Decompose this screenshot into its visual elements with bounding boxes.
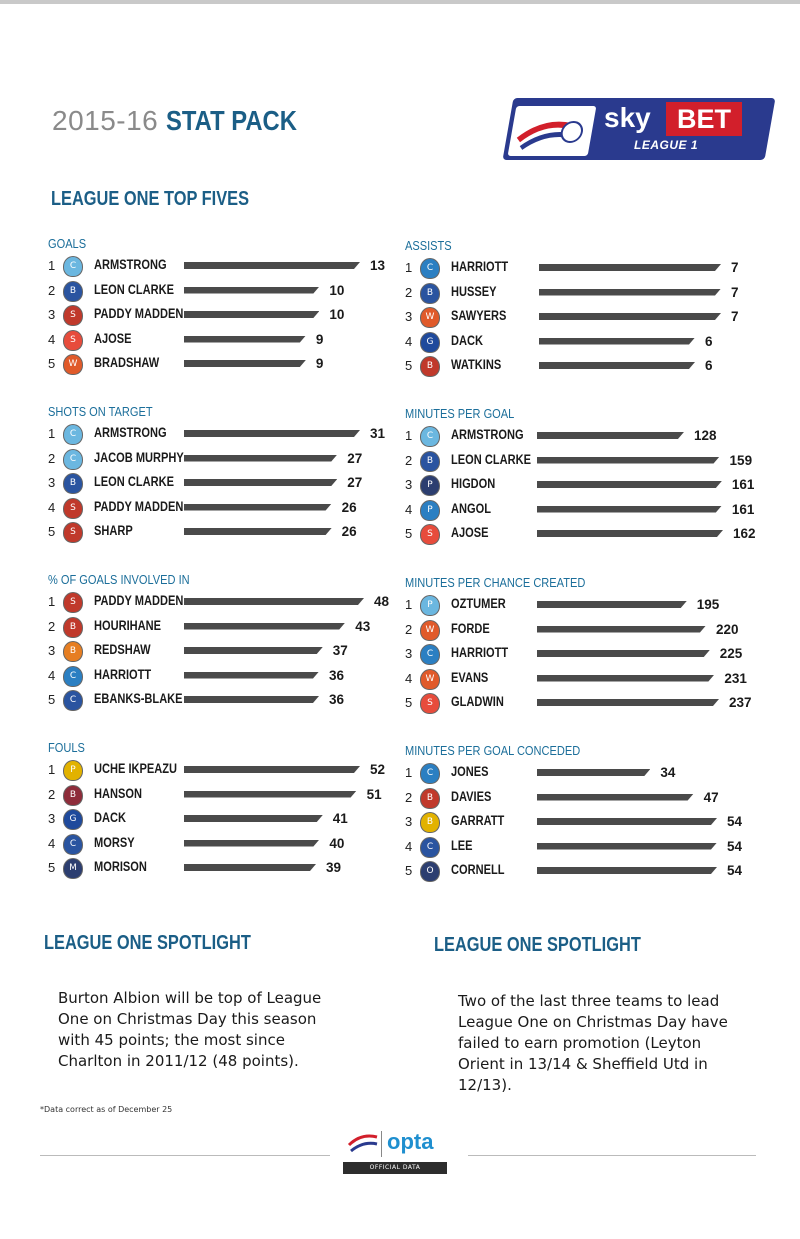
stat-value: 195 — [696, 597, 720, 612]
rank-number: 5 — [405, 358, 413, 373]
logo-league-text: LEAGUE 1 — [634, 138, 699, 152]
stat-row — [48, 834, 408, 854]
rank-number: 2 — [48, 450, 56, 466]
rank-number: 1 — [48, 258, 56, 273]
rank-number: 3 — [405, 814, 413, 829]
rank-number: 3 — [48, 307, 56, 322]
club-crest-icon: P — [63, 760, 83, 781]
rank-number: 1 — [405, 260, 413, 275]
stat-value: 47 — [703, 789, 719, 805]
rank-number: 3 — [48, 643, 56, 658]
stat-row — [48, 617, 408, 637]
stat-value: 231 — [724, 670, 747, 686]
stat-row — [405, 788, 765, 808]
panel-title: SHOTS ON TARGET — [48, 404, 153, 419]
player-name: ARMSTRONG — [94, 257, 167, 272]
stat-value: 159 — [729, 452, 753, 468]
stat-bar — [184, 528, 332, 535]
stat-value: 40 — [329, 835, 345, 851]
player-name: EBANKS-BLAKE — [94, 691, 183, 706]
stat-bar — [184, 287, 319, 294]
official-data-label: OFFICIAL DATA — [343, 1162, 447, 1174]
club-crest-icon: S — [63, 592, 83, 613]
club-crest-icon: S — [420, 693, 440, 714]
stat-bar — [537, 867, 717, 874]
stat-row — [48, 256, 408, 276]
stat-row — [405, 475, 765, 495]
stat-value: 39 — [326, 860, 342, 875]
stat-row — [405, 669, 765, 689]
player-name: HARRIOTT — [94, 666, 152, 682]
player-name: ANGOL — [451, 500, 491, 516]
stat-value: 48 — [374, 594, 390, 609]
club-crest-icon: M — [63, 858, 83, 879]
club-crest-icon: B — [420, 812, 440, 833]
stat-bar — [539, 362, 695, 369]
stat-row — [405, 837, 765, 857]
spotlight-right-line: League One on Christmas Day have — [458, 1013, 728, 1031]
stat-bar — [184, 791, 357, 798]
stat-value: 34 — [660, 765, 676, 780]
rank-number: 2 — [405, 621, 413, 637]
stat-bar — [184, 430, 360, 437]
stat-row — [405, 283, 765, 303]
rank-number: 5 — [48, 692, 56, 707]
opta-logo — [343, 1125, 447, 1175]
spotlight-left-line: Burton Albion will be top of League — [58, 989, 322, 1007]
club-crest-icon: C — [63, 690, 83, 711]
stat-row — [48, 785, 408, 805]
rank-number: 5 — [48, 524, 56, 539]
player-name: DACK — [451, 332, 483, 348]
stat-row — [48, 858, 408, 878]
club-crest-icon: C — [420, 763, 440, 784]
stat-bar — [537, 626, 706, 633]
player-name: AJOSE — [451, 525, 489, 540]
club-crest-icon: B — [420, 451, 440, 472]
footer-rule-right — [468, 1155, 756, 1156]
club-crest-icon: P — [420, 595, 440, 616]
stat-bar — [184, 864, 316, 871]
stat-value: 128 — [693, 428, 717, 443]
panel-title: ASSISTS — [405, 238, 452, 253]
stat-value: 26 — [341, 524, 357, 539]
spotlight-left-line: with 45 points; the most since — [58, 1031, 285, 1049]
club-crest-icon: G — [420, 332, 440, 353]
stat-value: 51 — [366, 786, 382, 802]
player-name: HIGDON — [451, 476, 496, 491]
stat-row — [405, 258, 765, 278]
fouls-panel — [48, 740, 408, 890]
football-league-icon — [347, 1127, 379, 1157]
stat-bar — [184, 766, 360, 773]
club-crest-icon: B — [63, 785, 83, 806]
stat-bar — [184, 455, 337, 462]
player-name: HANSON — [94, 785, 142, 801]
player-name: JACOB MURPHY — [94, 449, 184, 465]
sky-bet-league-1-logo — [508, 90, 770, 164]
stat-bar — [537, 818, 717, 825]
panel-title: MINUTES PER GOAL CONCEDED — [405, 743, 581, 758]
stat-value: 225 — [719, 646, 743, 661]
stat-row — [48, 473, 408, 493]
club-crest-icon: C — [63, 449, 83, 470]
club-crest-icon: C — [63, 424, 83, 445]
stat-row — [48, 690, 408, 710]
stat-row — [405, 426, 765, 446]
club-crest-icon: C — [420, 258, 440, 279]
club-crest-icon: B — [63, 281, 83, 302]
club-crest-icon: W — [63, 354, 83, 375]
club-crest-icon: C — [420, 837, 440, 858]
shots-on-target-panel — [48, 404, 408, 554]
rank-number: 5 — [48, 356, 56, 371]
player-name: UCHE IKPEAZU — [94, 761, 178, 776]
stat-bar — [537, 457, 720, 464]
logo-white-panel — [508, 106, 597, 156]
stat-value: 7 — [731, 309, 739, 324]
stat-row — [48, 498, 408, 518]
stat-value: 27 — [347, 475, 363, 490]
football-swoosh-icon — [508, 106, 597, 156]
player-name: EVANS — [451, 669, 489, 685]
stat-value: 31 — [370, 426, 386, 441]
rank-number: 1 — [48, 426, 56, 441]
panel-title: FOULS — [48, 740, 85, 755]
stat-value: 52 — [370, 762, 386, 777]
club-crest-icon: P — [420, 500, 440, 521]
rank-number: 4 — [405, 333, 413, 349]
player-name: OZTUMER — [451, 596, 506, 611]
club-crest-icon: S — [63, 330, 83, 351]
club-crest-icon: C — [63, 834, 83, 855]
rank-number: 5 — [48, 860, 56, 875]
player-name: SHARP — [94, 523, 133, 538]
minutes-per-chance-panel — [405, 575, 765, 725]
club-crest-icon: C — [420, 644, 440, 665]
rank-number: 5 — [405, 526, 413, 541]
club-crest-icon: C — [63, 666, 83, 687]
stat-value: 54 — [727, 838, 743, 854]
logo-sky-text: sky — [604, 102, 651, 133]
panel-title: % OF GOALS INVOLVED IN — [48, 572, 190, 587]
data-footnote: *Data correct as of December 25 — [40, 1105, 173, 1114]
stat-row — [48, 592, 408, 612]
player-name: HARRIOTT — [451, 645, 509, 660]
stat-bar — [537, 675, 714, 682]
club-crest-icon: C — [420, 426, 440, 447]
rank-number: 3 — [405, 477, 413, 492]
player-name: JONES — [451, 764, 489, 779]
club-crest-icon: P — [420, 475, 440, 496]
player-name: HARRIOTT — [451, 259, 509, 274]
top-fives-heading: LEAGUE ONE TOP FIVES — [51, 188, 250, 210]
spotlight-right-line: 12/13). — [458, 1076, 512, 1094]
stat-bar — [537, 530, 723, 537]
stat-value: 6 — [705, 358, 713, 373]
stat-row — [405, 861, 765, 881]
player-name: LEE — [451, 837, 473, 853]
rank-number: 4 — [405, 670, 413, 686]
spotlight-right-line: failed to earn promotion (Leyton — [458, 1034, 702, 1052]
stat-value: 161 — [731, 501, 755, 517]
club-crest-icon: O — [420, 861, 440, 882]
stat-value: 7 — [731, 284, 739, 300]
stat-bar — [184, 360, 306, 367]
stat-bar — [184, 336, 306, 343]
club-crest-icon: B — [63, 473, 83, 494]
stat-bar — [184, 672, 319, 679]
stat-bar — [537, 432, 684, 439]
player-name: MORISON — [94, 859, 147, 874]
stat-row — [405, 307, 765, 327]
stat-value: 162 — [733, 526, 756, 541]
spotlight-left-line: Charlton in 2011/12 (48 points). — [58, 1052, 299, 1070]
stat-bar — [539, 313, 721, 320]
stat-bar — [537, 843, 717, 850]
rank-number: 5 — [405, 863, 413, 878]
stat-row — [48, 760, 408, 780]
stat-row — [405, 500, 765, 520]
rank-number: 4 — [405, 838, 413, 854]
stat-row — [405, 356, 765, 376]
player-name: PADDY MADDEN — [94, 498, 184, 514]
stat-value: 9 — [315, 331, 324, 347]
rank-number: 1 — [48, 762, 56, 777]
player-name: LEON CLARKE — [451, 451, 531, 467]
stat-bar — [184, 598, 364, 605]
stat-bar — [184, 840, 319, 847]
player-name: FORDE — [451, 620, 490, 636]
stat-bar — [184, 262, 360, 269]
player-name: AJOSE — [94, 330, 132, 346]
opta-divider — [381, 1131, 382, 1157]
club-crest-icon: G — [63, 809, 83, 830]
stat-bar — [184, 696, 319, 703]
page-edge — [0, 0, 800, 4]
player-name: PADDY MADDEN — [94, 593, 184, 608]
stat-row — [405, 595, 765, 615]
stat-bar — [537, 481, 722, 488]
stat-row — [405, 451, 765, 471]
stat-value: 10 — [329, 282, 345, 298]
minutes-per-goal-conceded-panel — [405, 743, 765, 893]
rank-number: 4 — [48, 835, 56, 851]
stat-value: 36 — [329, 667, 345, 683]
stat-bar — [539, 338, 695, 345]
stat-value: 36 — [329, 692, 345, 707]
rank-number: 3 — [48, 475, 56, 490]
stat-bar — [184, 504, 332, 511]
stat-row — [48, 281, 408, 301]
club-crest-icon: S — [63, 498, 83, 519]
season-label: 2015-16 — [52, 105, 159, 136]
rank-number: 1 — [405, 597, 413, 612]
stat-row — [48, 449, 408, 469]
club-crest-icon: B — [420, 788, 440, 809]
rank-number: 1 — [405, 765, 413, 780]
rank-number: 1 — [48, 594, 56, 609]
player-name: BRADSHAW — [94, 355, 160, 370]
stat-bar — [184, 311, 319, 318]
stat-bar — [537, 769, 650, 776]
stat-row — [405, 693, 765, 713]
stat-row — [48, 666, 408, 686]
rank-number: 2 — [48, 282, 56, 298]
stat-row — [48, 809, 408, 829]
spotlight-left-body — [58, 988, 321, 1072]
stat-bar — [184, 815, 323, 822]
goals-panel — [48, 236, 408, 386]
player-name: LEON CLARKE — [94, 281, 174, 297]
panel-title: MINUTES PER GOAL — [405, 406, 515, 421]
player-name: HOURIHANE — [94, 617, 162, 633]
player-name: ARMSTRONG — [451, 427, 524, 442]
rank-number: 3 — [405, 646, 413, 661]
stat-value: 37 — [332, 643, 348, 658]
assists-panel — [405, 238, 765, 388]
player-name: DACK — [94, 810, 126, 825]
stat-bar — [184, 479, 337, 486]
spotlight-right-line: Orient in 13/14 & Sheffield Utd in — [458, 1055, 708, 1073]
stat-value: 7 — [731, 260, 739, 275]
club-crest-icon: B — [420, 356, 440, 377]
player-name: MORSY — [94, 834, 135, 850]
footer-rule-left — [40, 1155, 330, 1156]
spotlight-right-title: LEAGUE ONE SPOTLIGHT — [434, 934, 641, 956]
stat-bar — [537, 650, 710, 657]
player-name: REDSHAW — [94, 642, 151, 657]
player-name: HUSSEY — [451, 283, 497, 299]
stat-row — [48, 641, 408, 661]
rank-number: 2 — [405, 789, 413, 805]
rank-number: 2 — [405, 452, 413, 468]
stat-bar — [537, 601, 687, 608]
spotlight-right-line: Two of the last three teams to lead — [458, 992, 720, 1010]
player-name: SAWYERS — [451, 308, 507, 323]
rank-number: 4 — [48, 667, 56, 683]
club-crest-icon: W — [420, 669, 440, 690]
player-name: CORNELL — [451, 862, 505, 877]
stat-pack-label: STAT PACK — [166, 105, 298, 136]
stat-bar — [184, 647, 323, 654]
rank-number: 2 — [48, 618, 56, 634]
club-crest-icon: S — [63, 522, 83, 543]
minutes-per-goal-panel — [405, 406, 765, 556]
stat-row — [405, 763, 765, 783]
stat-value: 43 — [355, 618, 371, 634]
page-title — [52, 104, 320, 137]
player-name: GLADWIN — [451, 694, 504, 709]
pct-goals-involved-panel — [48, 572, 408, 722]
stat-row — [48, 305, 408, 325]
stat-row — [48, 522, 408, 542]
rank-number: 2 — [405, 284, 413, 300]
rank-number: 4 — [48, 331, 56, 347]
stat-value: 54 — [727, 814, 743, 829]
club-crest-icon: B — [63, 641, 83, 662]
stat-bar — [537, 794, 694, 801]
spotlight-right-body — [458, 991, 728, 1096]
club-crest-icon: W — [420, 620, 440, 641]
rank-number: 4 — [48, 499, 56, 515]
player-name: ARMSTRONG — [94, 425, 167, 440]
rank-number: 5 — [405, 695, 413, 710]
club-crest-icon: S — [420, 524, 440, 545]
stat-row — [48, 330, 408, 350]
rank-number: 2 — [48, 786, 56, 802]
stat-row — [405, 332, 765, 352]
stat-value: 13 — [370, 258, 386, 273]
rank-number: 3 — [405, 309, 413, 324]
stat-row — [405, 812, 765, 832]
stat-row — [405, 620, 765, 640]
panel-title: GOALS — [48, 236, 87, 251]
stat-bar — [539, 264, 721, 271]
stat-value: 26 — [341, 499, 357, 515]
panel-title: MINUTES PER CHANCE CREATED — [405, 575, 586, 590]
stat-row — [48, 354, 408, 374]
stat-value: 27 — [347, 450, 363, 466]
player-name: LEON CLARKE — [94, 474, 174, 489]
player-name: PADDY MADDEN — [94, 306, 184, 321]
stat-value: 161 — [731, 477, 755, 492]
stat-row — [48, 424, 408, 444]
stat-bar — [537, 699, 719, 706]
stat-row — [405, 644, 765, 664]
player-name: WATKINS — [451, 357, 502, 372]
rank-number: 4 — [405, 501, 413, 517]
club-crest-icon: C — [63, 256, 83, 277]
club-crest-icon: B — [63, 617, 83, 638]
opta-wordmark: opta — [387, 1129, 434, 1154]
stat-value: 9 — [315, 356, 324, 371]
stat-value: 6 — [705, 333, 713, 349]
logo-bet-text: BET — [666, 102, 742, 136]
club-crest-icon: B — [420, 283, 440, 304]
stat-value: 54 — [727, 863, 743, 878]
stat-row — [405, 524, 765, 544]
player-name: GARRATT — [451, 813, 505, 828]
stat-value: 10 — [329, 307, 345, 322]
stat-value: 237 — [729, 695, 752, 710]
stat-value: 41 — [332, 811, 348, 826]
rank-number: 3 — [48, 811, 56, 826]
club-crest-icon: W — [420, 307, 440, 328]
stat-value: 220 — [715, 621, 739, 637]
stat-bar — [184, 623, 345, 630]
player-name: DAVIES — [451, 788, 492, 804]
club-crest-icon: S — [63, 305, 83, 326]
stat-bar — [539, 289, 721, 296]
spotlight-left-line: One on Christmas Day this season — [58, 1010, 317, 1028]
spotlight-left-title: LEAGUE ONE SPOTLIGHT — [44, 932, 251, 954]
stat-bar — [537, 506, 722, 513]
rank-number: 1 — [405, 428, 413, 443]
